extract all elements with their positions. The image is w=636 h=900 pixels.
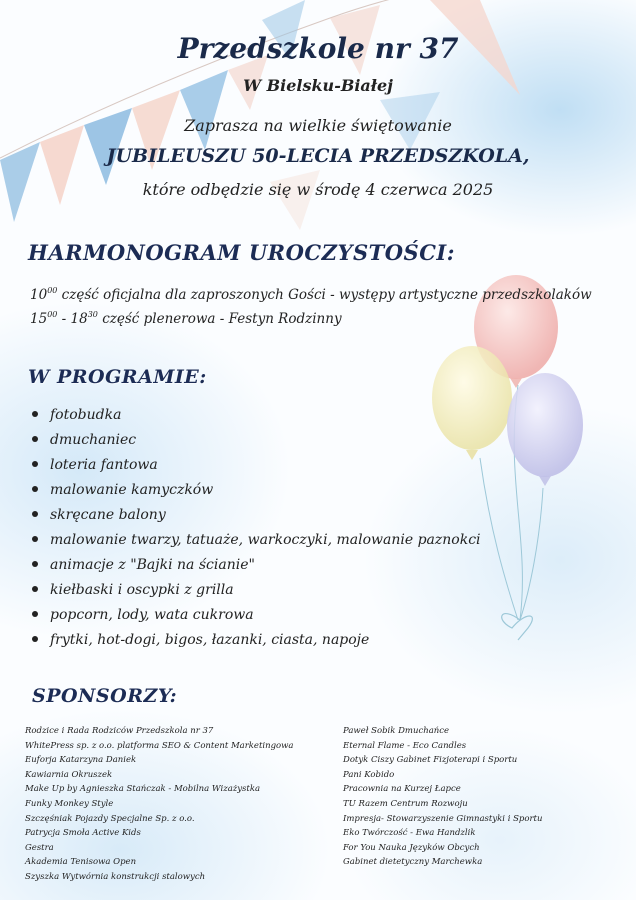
sponsor-item: WhitePress sp. z o.o. platforma SEO & Content Marketingowa	[25, 740, 294, 751]
schedule-item: $10^{00}$ część oficjalna dla zaproszonych Gości - występy artystyczne przedszkolaków	[30, 286, 592, 303]
sponsor-item: Dotyk Ciszy Gabinet Fizjoterapi i Sportu	[343, 755, 518, 766]
list-item: popcorn, lody, wata cukrowa	[28, 603, 481, 628]
list-item: malowanie kamyczków	[28, 478, 481, 503]
sponsor-item: Rodzice i Rada Rodziców Przedszkola nr 37	[25, 726, 214, 736]
schedule-item: $15^{00} - 18^{30}$ część plenerowa - Festyn Rodzinny	[30, 310, 342, 327]
sponsor-item: Gestra	[25, 842, 54, 853]
list-item: fotobudka	[28, 403, 481, 428]
bullet-icon	[32, 586, 38, 592]
sponsor-item: Gabinet dietetyczny Marchewka	[343, 857, 483, 868]
sponsor-item: Pani Kobido	[343, 769, 395, 780]
list-item: malowanie twarzy, tatuaże, warkoczyki, malowanie paznokci	[28, 528, 481, 553]
city-line: W Bielsku-Białej	[243, 76, 393, 95]
bullet-icon	[32, 411, 38, 417]
list-item: frytki, hot-dogi, bigos, łazanki, ciasta, napoje	[28, 628, 481, 653]
list-item: dmuchaniec	[28, 428, 481, 453]
schedule-heading: HARMONOGRAM UROCZYSTOŚCI:	[28, 240, 455, 265]
sponsor-item: Paweł Sobik Dmuchańce	[343, 726, 450, 736]
sponsor-item: Akademia Tenisowa Open	[25, 857, 137, 868]
bullet-icon	[32, 561, 38, 567]
list-item: loteria fantowa	[28, 453, 481, 478]
sponsor-item: Make Up by Agnieszka Stańczak - Mobilna Wizażystka	[25, 784, 261, 795]
sponsor-item: Patrycja Smoła Active Kids	[25, 828, 141, 839]
program-list	[28, 403, 481, 653]
date-line: które odbędzie się w środę 4 czerwca 2025	[142, 180, 494, 199]
bullet-icon	[32, 461, 38, 467]
bullet-icon	[32, 436, 38, 442]
bullet-icon	[32, 536, 38, 542]
sponsors-heading: SPONSORZY:	[32, 685, 178, 707]
sponsor-item: Impresja- Stowarzyszenie Gimnastyki i Sportu	[343, 813, 543, 824]
sponsor-item: Szczęśniak Pojazdy Specjalne Sp. z o.o.	[25, 813, 195, 824]
program-heading: W PROGRAMIE:	[28, 366, 207, 388]
sponsors-left-column	[25, 724, 293, 885]
sponsor-item: Kawiarnia Okruszek	[25, 769, 113, 780]
bullet-icon	[32, 486, 38, 492]
sponsors-right-column	[343, 724, 542, 870]
page-title: Przedszkole nr 37	[177, 32, 459, 65]
invite-line: Zaprasza na wielkie świętowanie	[184, 116, 452, 135]
list-item: skręcane balony	[28, 503, 481, 528]
sponsor-item: TU Razem Centrum Rozwoju	[343, 798, 468, 809]
list-item: animacje z "Bajki na ścianie"	[28, 553, 481, 578]
bullet-icon	[32, 611, 38, 617]
sponsor-item: Pracownia na Kurzej Łapce	[343, 784, 461, 795]
sponsor-item: Eternal Flame - Eco Candles	[343, 740, 467, 751]
bullet-icon	[32, 636, 38, 642]
bullet-icon	[32, 511, 38, 517]
sponsor-item: Szyszka Wytwórnia konstrukcji stalowych	[25, 871, 206, 882]
sponsor-item: For You Nauka Języków Obcych	[343, 842, 480, 853]
sponsor-item: Eko Twórczość - Ewa Handzlik	[343, 828, 476, 839]
list-item: kiełbaski i oscypki z grilla	[28, 578, 481, 603]
event-line: JUBILEUSZU 50-LECIA PRZEDSZKOLA,	[106, 145, 530, 167]
sponsor-item: Funky Monkey Style	[25, 798, 114, 809]
sponsor-item: Euforja Katarzyna Daniek	[25, 755, 137, 766]
